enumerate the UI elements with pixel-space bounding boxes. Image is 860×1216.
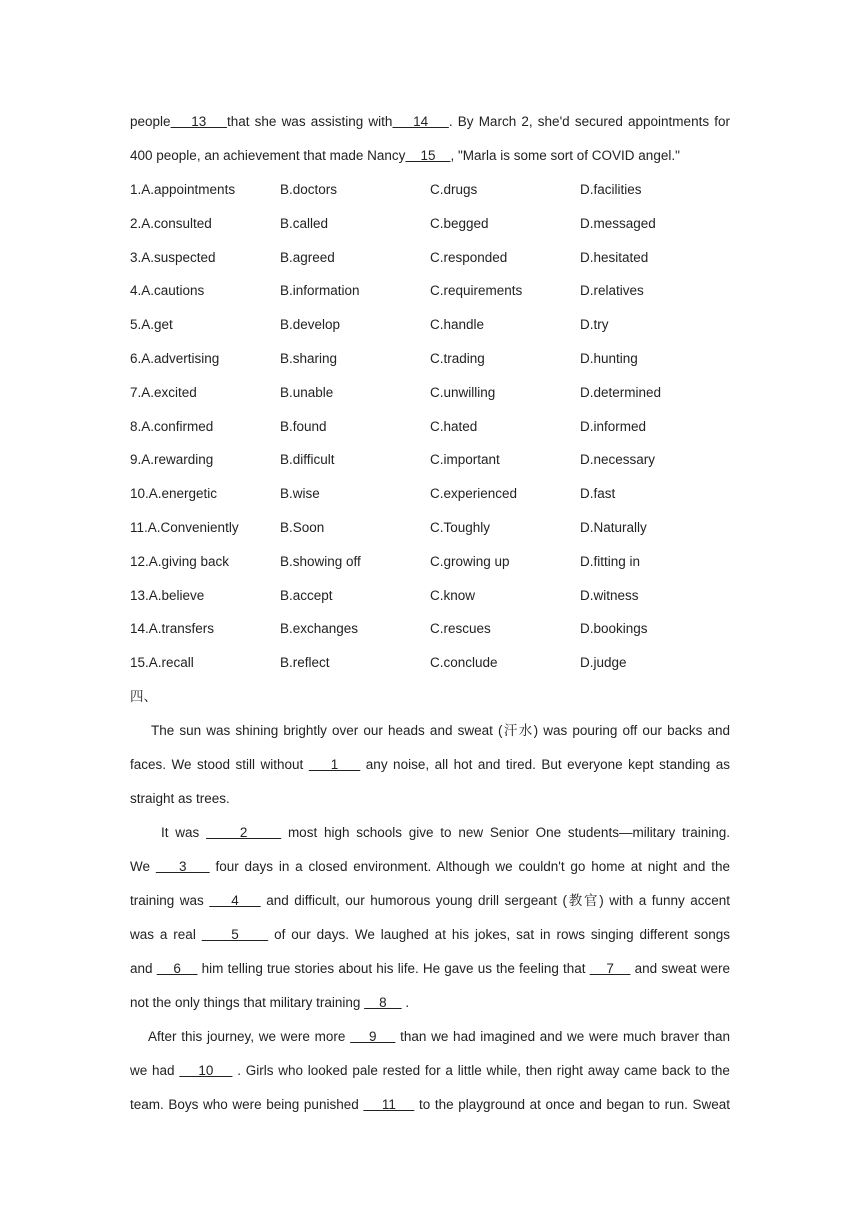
option-d[interactable]: D.Naturally — [580, 519, 647, 535]
option-c[interactable]: C.drugs — [430, 182, 478, 197]
option-row-12 — [130, 550, 730, 584]
option-b[interactable]: B.accept — [280, 587, 333, 603]
passage-line — [130, 957, 730, 991]
option-a[interactable]: 10.A.energetic — [130, 486, 218, 502]
option-d[interactable]: D.facilities — [580, 182, 642, 197]
passage — [130, 719, 730, 1127]
passage-line — [130, 719, 730, 753]
text: After this journey, we were more — [148, 1028, 346, 1044]
option-a[interactable]: 2.A.consulted — [130, 215, 212, 231]
option-c[interactable]: C.growing up — [430, 553, 510, 569]
option-row-8 — [130, 415, 730, 449]
text: people — [130, 114, 171, 129]
blank-9[interactable]: 9 — [350, 1028, 396, 1044]
passage-line — [130, 753, 730, 787]
option-d[interactable]: D.necessary — [580, 452, 656, 468]
blank-13[interactable]: 13 — [170, 114, 227, 129]
document-content — [130, 110, 730, 1127]
option-c[interactable]: C.unwilling — [430, 384, 496, 400]
text: four days in a closed environment. Although we couldn't go home at night and the — [215, 858, 730, 874]
option-c[interactable]: C.requirements — [430, 283, 523, 299]
option-a[interactable]: 12.A.giving back — [130, 553, 230, 569]
option-a[interactable]: 9.A.rewarding — [130, 452, 214, 468]
text: 400 people, an achievement that made Nancy — [130, 148, 406, 163]
passage-line — [130, 787, 730, 821]
option-d[interactable]: D.informed — [580, 418, 647, 434]
option-c[interactable]: C.Toughly — [430, 519, 491, 535]
text: . — [405, 994, 410, 1010]
intro-line-1 — [130, 110, 730, 144]
option-b[interactable]: B.unable — [280, 384, 334, 400]
text: that she was assisting with — [226, 114, 393, 129]
option-c[interactable]: C.trading — [430, 350, 485, 366]
text: faces. We stood still without — [130, 756, 304, 772]
text: was a real — [130, 926, 196, 942]
option-b[interactable]: B.found — [280, 418, 327, 434]
option-d[interactable]: D.determined — [580, 384, 662, 400]
passage-line — [130, 923, 730, 957]
option-d[interactable]: D.hesitated — [580, 249, 649, 265]
blank-4[interactable]: 4 — [209, 892, 261, 908]
option-d[interactable]: D.fast — [580, 486, 616, 502]
option-row-6 — [130, 347, 730, 381]
section-heading: 四、 — [130, 688, 157, 705]
blank-15[interactable]: 15 — [405, 148, 451, 163]
passage-line — [130, 1025, 730, 1059]
option-c[interactable]: C.handle — [430, 317, 485, 333]
option-b[interactable]: B.agreed — [280, 249, 335, 265]
option-a[interactable]: 14.A.transfers — [130, 621, 215, 637]
option-row-5 — [130, 313, 730, 347]
option-b[interactable]: B.sharing — [280, 350, 338, 366]
option-c[interactable]: C.responded — [430, 249, 508, 265]
option-a[interactable]: 4.A.cautions — [130, 283, 205, 299]
option-c[interactable]: C.conclude — [430, 655, 498, 671]
blank-2[interactable]: 2 — [206, 824, 282, 840]
option-row-10 — [130, 482, 730, 516]
option-d[interactable]: D.try — [580, 317, 609, 333]
option-c[interactable]: C.important — [430, 452, 500, 468]
text: . By March 2, she'd secured appointments for — [448, 114, 730, 129]
option-c[interactable]: C.experienced — [430, 486, 518, 502]
text: training was — [130, 892, 204, 908]
option-a[interactable]: 5.A.get — [130, 317, 173, 333]
text: not the only things that military training — [130, 994, 361, 1010]
text: and — [130, 960, 153, 976]
option-b[interactable]: B.showing off — [280, 553, 361, 569]
option-row-14 — [130, 617, 730, 651]
text: to the playground at once and began to run. Sweat — [418, 1096, 730, 1112]
option-d[interactable]: D.judge — [580, 655, 627, 671]
text: of our days. We laughed at his jokes, sat in rows singing different songs — [274, 926, 730, 942]
option-d[interactable]: D.hunting — [580, 350, 638, 366]
option-a[interactable]: 11.A.Conveniently — [130, 519, 239, 535]
text: and sweat were — [634, 960, 731, 976]
passage-line — [130, 855, 730, 889]
text: The sun was shining brightly over our heads and sweat (汗水) was pouring off our backs and — [151, 722, 730, 738]
text: than we had imagined and we were much braver than — [400, 1028, 730, 1044]
option-b[interactable]: B.develop — [280, 317, 341, 333]
blank-7[interactable]: 7 — [589, 960, 631, 976]
option-c[interactable]: C.hated — [430, 418, 478, 434]
option-b[interactable]: B.exchanges — [280, 621, 359, 637]
option-b[interactable]: B.difficult — [280, 452, 335, 468]
option-c[interactable]: C.begged — [430, 215, 489, 231]
text: , "Marla is some sort of COVID angel." — [450, 148, 680, 163]
option-b[interactable]: B.wise — [280, 486, 320, 502]
option-d[interactable]: D.fitting in — [580, 553, 641, 569]
option-row-15 — [130, 651, 730, 685]
text: and difficult, our humorous young drill sergeant (教官) with a funny accent — [266, 892, 730, 908]
intro-line-2 — [130, 144, 730, 178]
text: him telling true stories about his life. He gave us the feeling that — [201, 960, 586, 976]
passage-line — [130, 821, 730, 855]
text: most high schools give to new Senior One students—military training. — [287, 824, 730, 840]
options-list — [130, 178, 730, 685]
option-a[interactable]: 13.A.believe — [130, 587, 205, 603]
option-row-9 — [130, 448, 730, 482]
option-b[interactable]: B.called — [280, 215, 329, 231]
passage-line — [130, 1059, 730, 1093]
option-d[interactable]: D.witness — [580, 587, 639, 603]
text: team. Boys who were being punished — [130, 1096, 359, 1112]
option-a[interactable]: 6.A.advertising — [130, 350, 220, 366]
blank-6[interactable]: 6 — [156, 960, 198, 976]
option-a[interactable]: 7.A.excited — [130, 384, 197, 400]
option-a[interactable]: 3.A.suspected — [130, 249, 216, 265]
option-c[interactable]: C.know — [430, 587, 476, 603]
option-row-13 — [130, 584, 730, 618]
passage-line — [130, 889, 730, 923]
text: It was — [161, 824, 200, 840]
blank-11[interactable]: 11 — [363, 1096, 415, 1112]
option-b[interactable]: B.information — [280, 283, 360, 299]
passage-line — [130, 991, 730, 1025]
option-b[interactable]: B.reflect — [280, 655, 330, 671]
blank-5[interactable]: 5 — [201, 926, 269, 942]
option-row-4 — [130, 279, 730, 313]
blank-1[interactable]: 1 — [308, 756, 361, 772]
text: any noise, all hot and tired. But everyone kept standing as — [365, 756, 730, 772]
blank-8[interactable]: 8 — [364, 994, 402, 1010]
blank-3[interactable]: 3 — [155, 858, 210, 874]
option-row-7 — [130, 381, 730, 415]
option-b[interactable]: B.Soon — [280, 519, 325, 535]
option-a[interactable]: 15.A.recall — [130, 655, 194, 671]
passage-line — [130, 1093, 730, 1127]
option-a[interactable]: 1.A.appointments — [130, 182, 236, 197]
option-d[interactable]: D.messaged — [580, 215, 656, 231]
option-c[interactable]: C.rescues — [430, 621, 491, 637]
option-d[interactable]: D.bookings — [580, 621, 648, 637]
blank-14[interactable]: 14 — [392, 114, 449, 129]
text: straight as trees. — [130, 790, 230, 806]
text: We — [130, 858, 151, 874]
text: . Girls who looked pale rested for a little while, then right away came back to the — [237, 1062, 730, 1078]
option-row-2 — [130, 212, 730, 246]
option-b[interactable]: B.doctors — [280, 182, 338, 197]
option-row-11 — [130, 516, 730, 550]
option-row-1 — [130, 178, 730, 212]
option-a[interactable]: 8.A.confirmed — [130, 418, 214, 434]
option-d[interactable]: D.relatives — [580, 283, 644, 299]
option-row-3 — [130, 246, 730, 280]
text: we had — [130, 1062, 175, 1078]
blank-10[interactable]: 10 — [179, 1062, 233, 1078]
